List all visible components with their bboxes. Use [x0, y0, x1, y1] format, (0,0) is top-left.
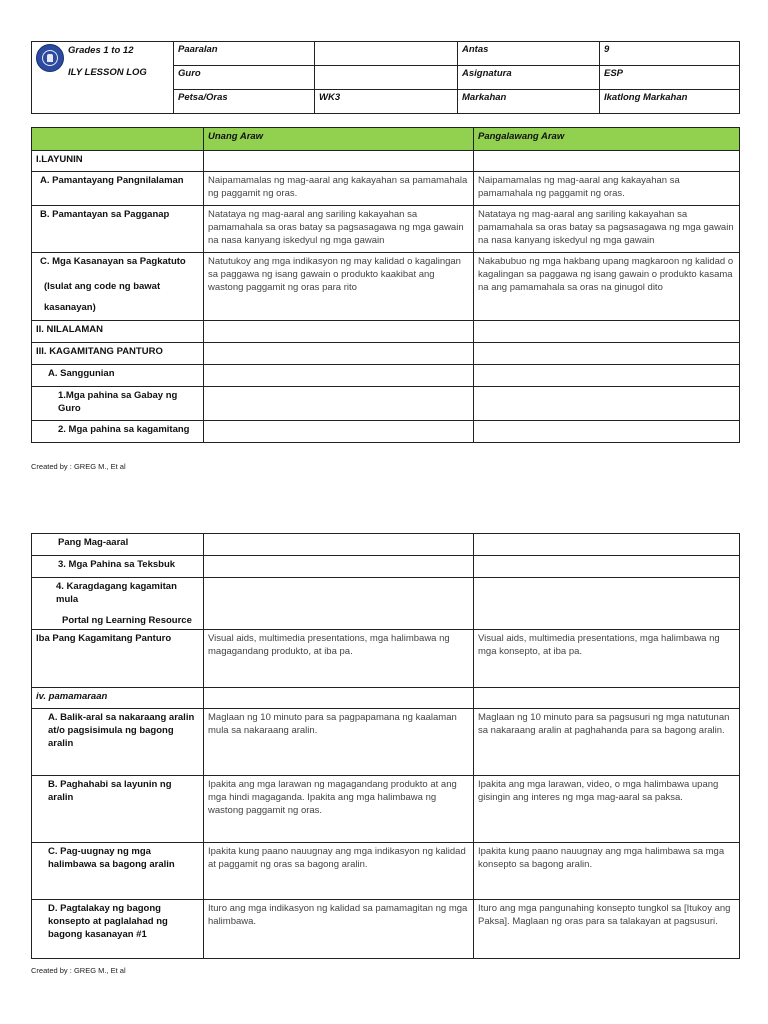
cell-day1 [204, 534, 474, 556]
row-label-pagtalakay: D. Pagtalakay ng bagong konsepto at paglalahad ng bagong kasanayan #1 [32, 900, 204, 959]
cell-day1 [204, 343, 474, 365]
row-label-kasanayan [32, 253, 204, 321]
row-label-pamamaraan: iv. pamamaraan [32, 688, 204, 709]
row-label-karagdagang-kagamitan [32, 578, 204, 630]
row-label-layunin: I.LAYUNIN [32, 151, 204, 172]
row-label-iba-pang-kagamitang: Iba Pang Kagamitang Panturo [32, 630, 204, 688]
cell-day1 [204, 421, 474, 443]
lesson-log-label: ILY LESSON LOG [68, 67, 147, 78]
cell-day1: Naipamamalas ng mag-aaral ang kakayahan sa pamamahala ng paggamit ng oras. [204, 172, 474, 206]
logo-cell [32, 42, 174, 114]
row-label-pamantayan-sa-pagganap: B. Pamantayan sa Pagganap [32, 206, 204, 253]
cell-day2: Nakabubuo ng mga hakbang upang magkaroon ng kalidad o kagalingan sa paggawa ng isang gawain o produkto kasama na ang pamamahala sa oras na ginugol dito [474, 253, 740, 321]
col-header-blank [32, 128, 204, 151]
cell-day1 [204, 321, 474, 343]
row-label-pahina-kagamitang: 2. Mga pahina sa kagamitang [32, 421, 204, 443]
row-label-gabay-ng-guro: 1.Mga pahina sa Gabay ng Guro [32, 387, 204, 421]
cell-day1 [204, 578, 474, 630]
cell-day2 [474, 365, 740, 387]
kasanayan-note: (Isulat ang code ng bawat kasanayan) [44, 281, 161, 313]
row-label-teksbuk: 3. Mga Pahina sa Teksbuk [32, 556, 204, 578]
petsa-value: WK3 [315, 90, 458, 114]
cell-day1: Maglaan ng 10 minuto para sa pagpapamana ng kaalaman mula sa nakaraang aralin. [204, 709, 474, 776]
cell-day2 [474, 387, 740, 421]
row-label-kagamitang-panturo: III. KAGAMITANG PANTURO [32, 343, 204, 365]
cell-day1 [204, 688, 474, 709]
karagdagang-title: 4. Karagdagang kagamitan mula [56, 581, 177, 605]
cell-day2 [474, 688, 740, 709]
cell-day2: Ipakita ang mga larawan, video, o mga halimbawa upang gisingin ang interes ng mga mag-aaral sa paksa. [474, 776, 740, 843]
cell-day1: Natutukoy ang mga indikasyon ng may kalidad o kagalingan sa paggawa ng isang gawain o produkto kaakibat ang wastong paggamit ng oras para rito [204, 253, 474, 321]
deped-seal-icon [36, 44, 64, 72]
lesson-table-1 [31, 127, 740, 443]
cell-day1 [204, 556, 474, 578]
cell-day2 [474, 556, 740, 578]
petsa-label: Petsa/Oras [174, 90, 315, 114]
guro-value [315, 66, 458, 90]
kasanayan-title: C. Mga Kasanayan sa Pagkatuto [40, 256, 186, 267]
markahan-label: Markahan [458, 90, 600, 114]
cell-day1: Ipakita kung paano nauugnay ang mga indikasyon ng kalidad at paggamit ng oras sa bagong aralin. [204, 843, 474, 900]
cell-day1 [204, 151, 474, 172]
grades-label: Grades 1 to 12 [68, 45, 134, 56]
row-label-balik-aral: A. Balik-aral sa nakaraang aralin at/o pagsisimula ng bagong aralin [32, 709, 204, 776]
col-header-day1: Unang Araw [204, 128, 474, 151]
cell-day2: Maglaan ng 10 minuto para sa pagsusuri ng mga natutunan sa nakaraang aralin at paghahanda para sa bagong aralin. [474, 709, 740, 776]
col-header-day2: Pangalawang Araw [474, 128, 740, 151]
paaralan-value [315, 42, 458, 66]
cell-day1: Ituro ang mga indikasyon ng kalidad sa pamamagitan ng mga halimbawa. [204, 900, 474, 959]
footer-credit: Created by : GREG M., Et al [31, 462, 126, 471]
cell-day2: Ituro ang mga pangunahing konsepto tungkol sa [Itukoy ang Paksa]. Maglaan ng oras para sa talakayan at pagsusuri. [474, 900, 740, 959]
header-table [31, 41, 740, 114]
cell-day2 [474, 534, 740, 556]
cell-day2 [474, 578, 740, 630]
antas-label: Antas [458, 42, 600, 66]
cell-day2: Ipakita kung paano nauugnay ang mga halimbawa sa mga konsepto sa bagong aralin. [474, 843, 740, 900]
row-label-pamantayang-pangnilalaman: A. Pamantayang Pangnilalaman [32, 172, 204, 206]
row-label-nilalaman: II. NILALAMAN [32, 321, 204, 343]
cell-day1: Natataya ng mag-aaral ang sariling kakayahan sa pamamahala sa oras batay sa pagsasagawa ng mga gawain na nasa kanyang iskedyul ng mga gawain [204, 206, 474, 253]
cell-day2: Visual aids, multimedia presentations, mga halimbawa ng mga konsepto, at iba pa. [474, 630, 740, 688]
cell-day2: Natataya ng mag-aaral ang sariling kakayahan sa pamamahala sa oras batay sa pagsasagawa ng mga gawain na nasa kanyang iskedyul ng mga gawain [474, 206, 740, 253]
footer-credit: Created by : GREG M., Et al [31, 966, 126, 975]
guro-label: Guro [174, 66, 315, 90]
row-label-pang-mag-aaral: Pang Mag-aaral [32, 534, 204, 556]
row-label-paghahabi: B. Paghahabi sa layunin ng aralin [32, 776, 204, 843]
cell-day1 [204, 365, 474, 387]
portal-label: Portal ng Learning Resource [62, 615, 192, 626]
cell-day1 [204, 387, 474, 421]
row-label-sanggunian: A. Sanggunian [32, 365, 204, 387]
cell-day1: Ipakita ang mga larawan ng magagandang produkto at ang mga hindi magaganda. Ipakita ang mga halimbawa ng wastong paggamit ng oras. [204, 776, 474, 843]
cell-day2 [474, 343, 740, 365]
cell-day2 [474, 321, 740, 343]
cell-day1: Visual aids, multimedia presentations, mga halimbawa ng magagandang produkto, at iba pa. [204, 630, 474, 688]
markahan-value: Ikatlong Markahan [600, 90, 740, 114]
cell-day2: Naipamamalas ng mag-aaral ang kakayahan sa pamamahala ng paggamit ng oras. [474, 172, 740, 206]
cell-day2 [474, 151, 740, 172]
paaralan-label: Paaralan [174, 42, 315, 66]
asignatura-value: ESP [600, 66, 740, 90]
row-label-pag-uugnay: C. Pag-uugnay ng mga halimbawa sa bagong aralin [32, 843, 204, 900]
antas-value: 9 [600, 42, 740, 66]
lesson-table-2 [31, 533, 740, 959]
asignatura-label: Asignatura [458, 66, 600, 90]
cell-day2 [474, 421, 740, 443]
